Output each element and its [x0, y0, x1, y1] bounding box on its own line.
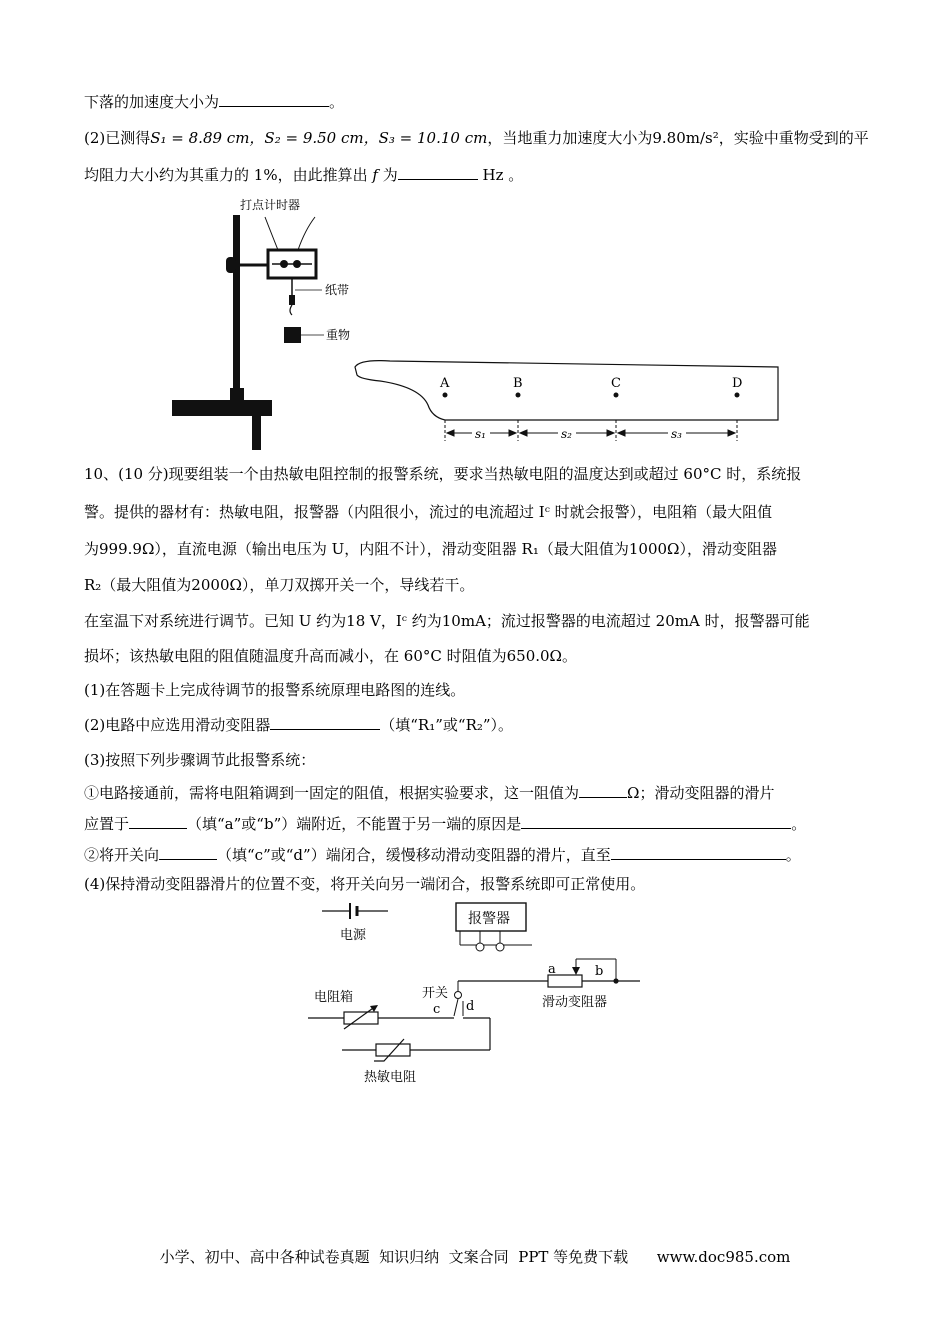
weight-block: [284, 327, 301, 343]
q10-text-8b: （填“R₁”或“R₂”）。: [380, 716, 514, 734]
line2-mid: ，当地重力加速度大小为: [487, 129, 653, 147]
q10-text-12a: ②将开关向: [84, 846, 160, 864]
s3-label: s₃: [671, 427, 682, 441]
figure-circuit: [300, 895, 660, 1095]
text-line-2: [84, 128, 869, 148]
line3-unit: Hz 。: [482, 166, 524, 184]
tape-label: 纸带: [325, 283, 350, 297]
label-c: C: [611, 376, 621, 391]
measured-values: S₁ = 8.89 cm，S₂ = 9.50 cm，S₃ = 10.10 cm: [150, 129, 488, 147]
q10-text-12c: 。: [785, 846, 801, 864]
rheostat-label: 滑动变阻器: [542, 995, 608, 1010]
line1-text: 下落的加速度大小为: [84, 93, 220, 111]
q10-line-9: [84, 750, 315, 770]
line2-prefix: (2)已测得: [84, 129, 151, 147]
q10-text-2: 警。提供的器材有：热敏电阻，报警器（内阻很小，流过的电流超过 Iᶜ 时就会报警），电阻箱（最大阻值: [84, 503, 773, 521]
q10-text-10b: Ω；滑动变阻器的滑片: [627, 784, 775, 802]
q10-text-11c: 。: [791, 815, 807, 833]
text-line-1: [84, 92, 344, 112]
q10-text-11a: 应置于: [84, 815, 130, 833]
paper-tape-strip: [355, 361, 778, 420]
answer-blank-reason[interactable]: [521, 814, 791, 829]
label-a-terminal: a: [548, 962, 556, 977]
answer-blank-until[interactable]: [611, 845, 786, 860]
q10-text-11b: （填“a”或“b”）端附近，不能置于另一端的原因是: [187, 815, 522, 833]
q10-text-6: 损坏；该热敏电阻的阻值随温度升高而减小，在 60°C 时阻值为650.0Ω。: [84, 647, 577, 665]
label-d: D: [732, 376, 743, 391]
q10-text-1: 10、(10 分)现要组装一个由热敏电阻控制的报警系统，要求当热敏电阻的温度达到或超过 60°C 时，系统报: [84, 465, 802, 483]
figure-timer-apparatus: [160, 195, 800, 455]
answer-blank-resistance[interactable]: [579, 783, 627, 798]
answer-blank-acceleration[interactable]: [219, 92, 329, 107]
q10-text-3: 为999.9Ω），直流电源（输出电压为 U，内阻不计），滑动变阻器 R₁（最大阻值为1000Ω），滑动变阻器: [84, 540, 777, 558]
q10-text-12b: （填“c”或“d”）端闭合，缓慢移动滑动变阻器的滑片，直至: [217, 846, 611, 864]
point-d: [735, 393, 740, 398]
text-line-3: [84, 165, 523, 185]
q10-text-5: 在室温下对系统进行调节。已知 U 约为18 V，Iᶜ 约为10mA；流过报警器的电流超过 20mA 时，报警器可能: [84, 612, 810, 630]
resbox-label: 电阻箱: [314, 990, 354, 1005]
q10-line-4: [84, 575, 474, 595]
q10-text-4: R₂（最大阻值为2000Ω），单刀双掷开关一个，导线若干。: [84, 576, 475, 594]
line2-end: ，实验中重物受到的平: [718, 129, 869, 147]
q10-line-10: [84, 783, 774, 803]
timer-label: 打点计时器: [240, 198, 301, 212]
power-label: 电源: [340, 928, 367, 943]
thermistor: [376, 1044, 410, 1056]
switch-pivot: [455, 992, 462, 999]
answer-blank-slider-end[interactable]: [129, 814, 187, 829]
switch-label: 开关: [422, 986, 449, 1001]
point-c: [614, 393, 619, 398]
q10-line-7: [84, 680, 465, 700]
rheostat-slider-arrow: [572, 967, 580, 975]
s2-label: s₂: [561, 427, 572, 441]
resistance-box: [344, 1012, 378, 1024]
battery-symbol: [322, 903, 388, 919]
answer-blank-switch[interactable]: [159, 845, 217, 860]
label-c-terminal: c: [433, 1002, 441, 1017]
q10-text-10a: ①电路接通前，需将电阻箱调到一固定的阻值，根据实验要求，这一阻值为: [84, 784, 580, 802]
line3-prefix: 均阻力大小约为其重力的 1%，由此推算出: [84, 166, 368, 184]
q10-line-5: [84, 611, 810, 631]
q10-line-13: [84, 874, 645, 894]
q10-text-13: (4)保持滑动变阻器滑片的位置不变，将开关向另一端闭合，报警系统即可正常使用。: [84, 875, 646, 893]
gravity-value: 9.80m/s²: [652, 129, 719, 147]
frequency-symbol: f: [372, 166, 378, 184]
q10-line-12: [84, 845, 801, 865]
s1-label: s₁: [475, 427, 486, 441]
line1-end: 。: [329, 93, 345, 111]
stand-base: [172, 400, 272, 416]
label-b: B: [513, 376, 523, 391]
label-a: A: [440, 376, 450, 391]
alarm-terminal-1: [476, 943, 484, 951]
label-b-terminal: b: [595, 964, 604, 979]
q10-line-2: [84, 502, 772, 522]
clamp-knob: [226, 257, 236, 273]
point-a: [443, 393, 448, 398]
q10-text-7: (1)在答题卡上完成待调节的报警系统原理电路图的连线。: [84, 681, 466, 699]
line3-mid: 为: [382, 166, 398, 184]
alarm-terminal-2: [496, 943, 504, 951]
q10-line-6: [84, 646, 577, 666]
answer-blank-rheostat[interactable]: [270, 715, 380, 730]
q10-line-11: [84, 814, 806, 834]
footer-text: 小学、初中、高中各种试卷真题 知识归纳 文案合同 PPT 等免费下载 www.doc985.com: [159, 1248, 791, 1266]
q10-line-3: [84, 539, 777, 559]
q10-text-8a: (2)电路中应选用滑动变阻器: [84, 716, 271, 734]
thermistor-label: 热敏电阻: [364, 1070, 417, 1085]
alarm-label: 报警器: [468, 911, 510, 927]
answer-blank-frequency[interactable]: [398, 165, 478, 180]
q10-line-8: [84, 715, 513, 735]
stand-pole: [233, 215, 240, 395]
q10-line-1: [84, 464, 801, 484]
label-d-terminal: d: [466, 999, 475, 1014]
point-b: [516, 393, 521, 398]
weight-label: 重物: [326, 328, 351, 342]
q10-text-9: (3)按照下列步骤调节此报警系统：: [84, 751, 316, 769]
page-footer: [0, 1246, 950, 1267]
